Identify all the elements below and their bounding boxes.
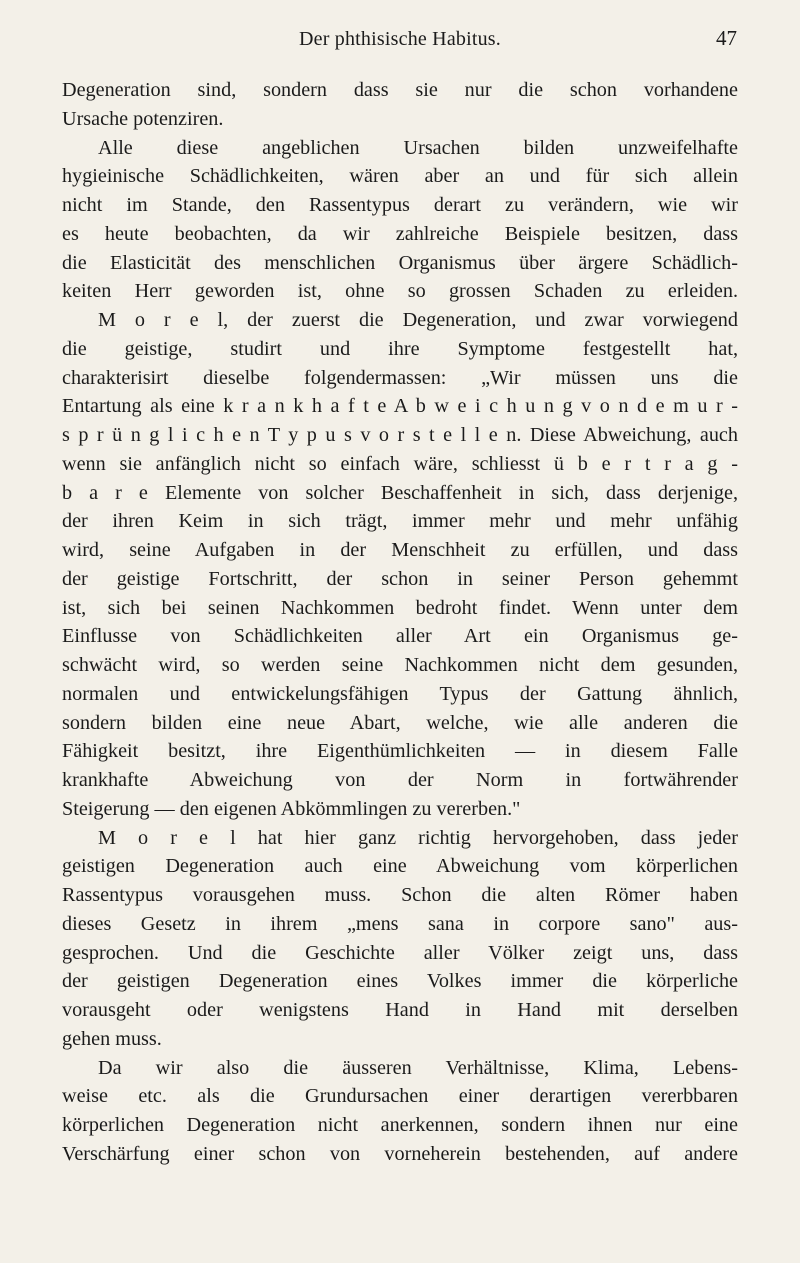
text-line: Alle diese angeblichen Ursachen bilden unzweifelhafte bbox=[98, 136, 738, 159]
text-line: gesprochen. Und die Geschichte aller Völker zeigt uns, dass bbox=[62, 941, 738, 964]
text-line: Ursache potenziren. bbox=[62, 107, 224, 130]
text-line: gehen muss. bbox=[62, 1027, 162, 1050]
text-line: b a r e Elemente von solcher Beschaffenheit in sich, dass derjenige, bbox=[62, 481, 738, 504]
text-line: Fähigkeit besitzt, ihre Eigenthümlichkeiten — in diesem Falle bbox=[62, 740, 738, 763]
text-line: Rassentypus vorausgehen muss. Schon die alten Römer haben bbox=[62, 884, 738, 906]
text-line: M o r e l, der zuerst die Degeneration, und zwar vorwiegend bbox=[98, 309, 738, 331]
running-header bbox=[0, 28, 800, 58]
text-line: ist, sich bei seinen Nachkommen bedroht findet. Wenn unter dem bbox=[62, 596, 738, 619]
text-line: krankhafte Abweichung von der Norm in fortwährender bbox=[62, 769, 738, 791]
running-title: Der phthisische Habitus. bbox=[299, 28, 501, 50]
text-line: charakterisirt dieselbe folgendermassen: „Wir müssen uns die bbox=[62, 366, 738, 389]
text-line: dieses Gesetz in ihrem „mens sana in corpore sano" aus- bbox=[62, 912, 738, 935]
text-line: geistigen Degeneration auch eine Abweichung vom körperlichen bbox=[62, 855, 738, 878]
text-line: Verschärfung einer schon von vorneherein bestehenden, auf andere bbox=[62, 1142, 738, 1165]
text-line: s p r ü n g l i c h e n T y p u s v o r s t e l l e n. Diese Abweichung, auch bbox=[62, 424, 738, 446]
text-line: die geistige, studirt und ihre Symptome festgestellt hat, bbox=[62, 337, 738, 360]
text-line: Steigerung — den eigenen Abkömmlingen zu vererben." bbox=[62, 797, 521, 820]
text-line: keiten Herr geworden ist, ohne so grossen Schaden zu erleiden. bbox=[62, 280, 738, 303]
body-text bbox=[62, 76, 738, 1169]
text-line: Entartung als eine k r a n k h a f t e A b w e i c h u n g v o n d e m u r - bbox=[62, 395, 738, 418]
page-number: 47 bbox=[716, 26, 737, 50]
text-line: die Elasticität des menschlichen Organismus über ärgere Schädlich- bbox=[62, 251, 738, 274]
text-line: Da wir also die äusseren Verhältnisse, Klima, Lebens- bbox=[98, 1056, 738, 1079]
text-line: wird, seine Aufgaben in der Menschheit zu erfüllen, und dass bbox=[62, 539, 738, 561]
text-line: hygieinische Schädlichkeiten, wären aber an und für sich allein bbox=[62, 165, 738, 188]
text-line: vorausgeht oder wenigstens Hand in Hand mit derselben bbox=[62, 999, 738, 1021]
text-line: der geistigen Degeneration eines Volkes immer die körperliche bbox=[62, 970, 738, 993]
text-line: schwächt wird, so werden seine Nachkommen nicht dem gesunden, bbox=[62, 654, 738, 676]
text-line: nicht im Stande, den Rassentypus derart zu verändern, wie wir bbox=[62, 194, 738, 216]
text-line: wenn sie anfänglich nicht so einfach wäre, schliesst ü b e r t r a g - bbox=[62, 452, 738, 475]
text-line: der geistige Fortschritt, der schon in seiner Person gehemmt bbox=[62, 567, 738, 590]
text-line: der ihren Keim in sich trägt, immer mehr und mehr unfähig bbox=[62, 510, 738, 533]
text-line: sondern bilden eine neue Abart, welche, wie alle anderen die bbox=[62, 711, 738, 734]
text-line: M o r e l hat hier ganz richtig hervorgehoben, dass jeder bbox=[98, 826, 738, 849]
text-line: normalen und entwickelungsfähigen Typus der Gattung ähnlich, bbox=[62, 682, 738, 705]
text-line: Degeneration sind, sondern dass sie nur die schon vorhandene bbox=[62, 79, 738, 101]
text-line: körperlichen Degeneration nicht anerkennen, sondern ihnen nur eine bbox=[62, 1114, 738, 1136]
text-line: es heute beobachten, da wir zahlreiche Beispiele besitzen, dass bbox=[62, 222, 738, 245]
text-line: weise etc. als die Grundursachen einer derartigen vererbbaren bbox=[62, 1085, 738, 1108]
text-line: Einflusse von Schädlichkeiten aller Art ein Organismus ge- bbox=[62, 625, 738, 648]
